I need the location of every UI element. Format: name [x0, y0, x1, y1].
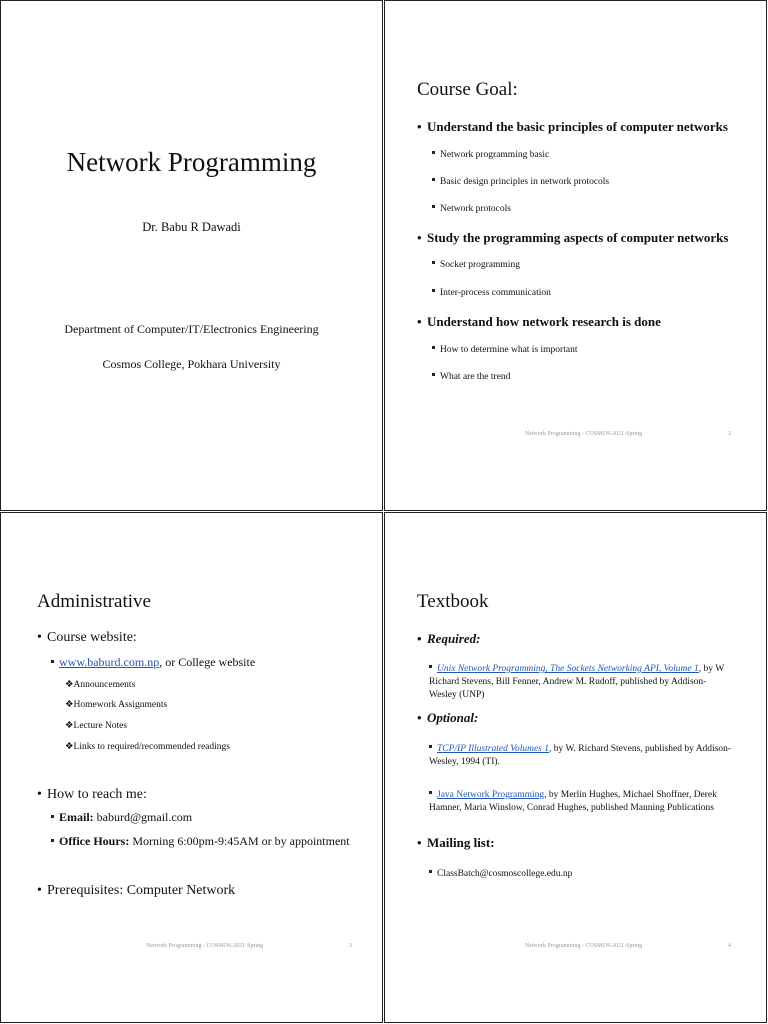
website-sub-item: ❖Homework Assignments: [65, 700, 168, 710]
slide-title: Network Programming: [66, 147, 317, 177]
goal-group: • Understand how network research is done: [417, 314, 661, 329]
goal-item: Inter-process communication: [432, 288, 551, 298]
required-book: Unix Network Programming, The Sockets Networking API, Volume 1, by W Richard Stevens, Bill Fenner, Andrew M. Rudoff, published by Addison-Wesley (UNP): [429, 664, 724, 700]
slide-footer: Network Programming - COSMOS-2021-Spring: [525, 431, 643, 437]
slide-heading: Textbook: [417, 591, 489, 612]
author: Dr. Babu R Dawadi: [142, 220, 241, 234]
optional-book: Java Network Programming, by Merlin Hughes, Michael Shoffner, Derek Hamner, Maria Winslow, Conrad Hughes, published Manning Publications: [429, 790, 717, 813]
website-sub-item: ❖Lecture Notes: [65, 721, 128, 731]
optional-book-link[interactable]: Java Network Programming: [437, 790, 545, 800]
mailing-list-address: ClassBatch@cosmoscollege.edu.np: [429, 869, 572, 879]
website-line: www.baburd.com.np, or College website: [51, 655, 255, 670]
page-number: 3: [349, 943, 352, 949]
required-book-link[interactable]: Unix Network Programming, The Sockets Networking API, Volume 1: [437, 664, 699, 674]
goal-item: Network protocols: [432, 204, 511, 214]
page-number: 4: [728, 943, 731, 949]
department: Department of Computer/IT/Electronics Engineering: [64, 322, 319, 336]
website-sub-item: ❖Announcements: [65, 680, 136, 690]
slide-footer: Network Programming - COSMOS-2021-Spring: [525, 943, 643, 949]
required-heading: • Required:: [417, 631, 481, 646]
goal-group: • Understand the basic principles of computer networks: [417, 119, 728, 134]
slide-2: [384, 0, 767, 511]
slide-4: [384, 512, 767, 1023]
goal-item: Network programming basic: [432, 150, 549, 160]
optional-heading: • Optional:: [417, 710, 479, 725]
mailing-heading: • Mailing list:: [417, 835, 495, 850]
slide-1: [0, 0, 383, 511]
slide-heading: Administrative: [37, 591, 151, 612]
website-sub-item: ❖Links to required/recommended readings: [65, 742, 230, 752]
optional-book: TCP/IP Illustrated Volumes 1, by W. Richard Stevens, published by Addison-Wesley, 1994 (TI).: [429, 744, 732, 767]
goal-item: Basic design principles in network protocols: [432, 177, 609, 187]
goal-group: • Study the programming aspects of computer networks: [417, 230, 729, 245]
optional-book-link[interactable]: TCP/IP Illustrated Volumes 1: [437, 744, 549, 754]
website-heading: • Course website:: [37, 630, 137, 645]
goal-item: What are the trend: [432, 372, 510, 382]
slide-3: [0, 512, 383, 1023]
email-line: Email: baburd@gmail.com: [51, 810, 192, 825]
slide-heading: Course Goal:: [417, 79, 518, 100]
college: Cosmos College, Pokhara University: [102, 357, 281, 371]
reach-heading: • How to reach me:: [37, 787, 147, 802]
prerequisites: • Prerequisites: Computer Network: [37, 883, 236, 898]
goal-item: How to determine what is important: [432, 345, 577, 355]
office-hours-line: Office Hours: Morning 6:00pm-9:45AM or by appointment: [51, 834, 350, 849]
goal-item: Socket programming: [432, 260, 520, 270]
slide-footer: Network Programming - COSMOS-2021-Spring: [146, 943, 264, 949]
website-link[interactable]: www.baburd.com.np: [59, 655, 160, 669]
page-number: 2: [728, 431, 731, 437]
